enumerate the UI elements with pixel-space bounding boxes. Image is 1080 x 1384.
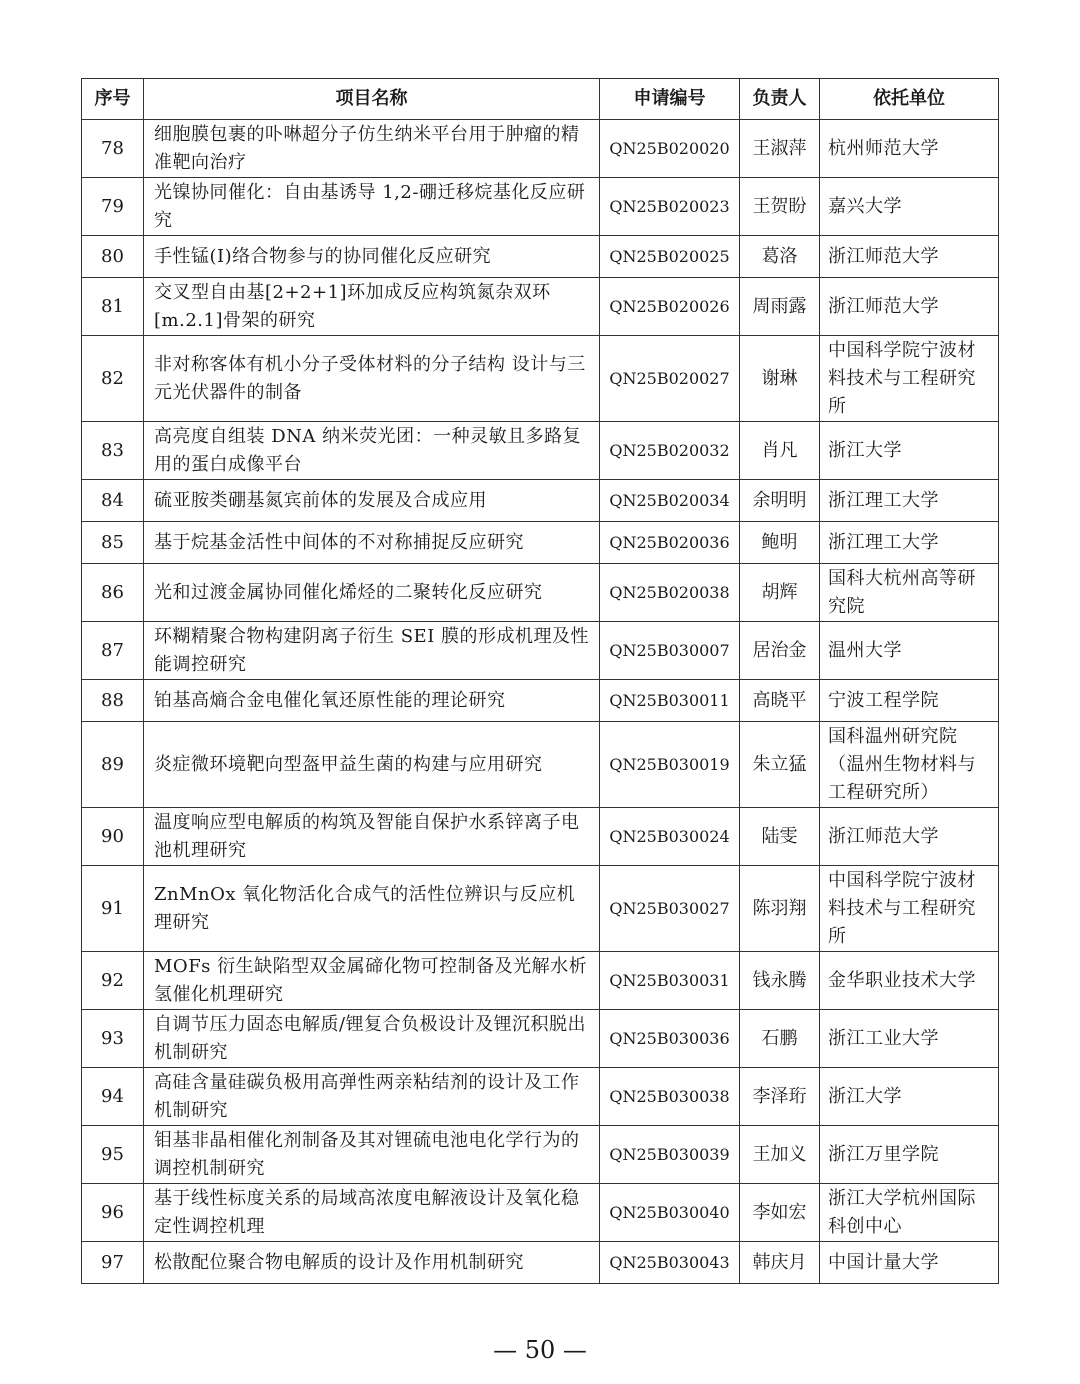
cell-code: QN25B030038 <box>600 1068 740 1126</box>
cell-name: 温度响应型电解质的构筑及智能自保护水系锌离子电池机理研究 <box>144 808 600 866</box>
table-row <box>82 722 999 808</box>
table-row <box>82 278 999 336</box>
cell-lead: 李泽珩 <box>740 1068 820 1126</box>
cell-lead: 陆雯 <box>740 808 820 866</box>
cell-unit: 浙江师范大学 <box>820 278 999 336</box>
cell-no: 88 <box>82 680 144 722</box>
cell-unit: 嘉兴大学 <box>820 178 999 236</box>
cell-name: ZnMnOx 氧化物活化合成气的活性位辨识与反应机理研究 <box>144 866 600 952</box>
cell-no: 91 <box>82 866 144 952</box>
cell-no: 90 <box>82 808 144 866</box>
cell-unit: 浙江师范大学 <box>820 236 999 278</box>
table-row <box>82 1242 999 1284</box>
cell-name: 细胞膜包裹的卟啉超分子仿生纳米平台用于肿瘤的精准靶向治疗 <box>144 120 600 178</box>
table-row <box>82 236 999 278</box>
table-header <box>82 79 999 120</box>
cell-name: 基于线性标度关系的局域高浓度电解液设计及氧化稳定性调控机理 <box>144 1184 600 1242</box>
cell-name: 非对称客体有机小分子受体材料的分子结构 设计与三元光伏器件的制备 <box>144 336 600 422</box>
cell-code: QN25B030024 <box>600 808 740 866</box>
table-row <box>82 952 999 1010</box>
cell-no: 94 <box>82 1068 144 1126</box>
header-no: 序号 <box>82 79 144 120</box>
cell-no: 86 <box>82 564 144 622</box>
cell-name: 松散配位聚合物电解质的设计及作用机制研究 <box>144 1242 600 1284</box>
cell-code: QN25B030036 <box>600 1010 740 1068</box>
cell-lead: 高晓平 <box>740 680 820 722</box>
cell-no: 79 <box>82 178 144 236</box>
cell-name: 炎症微环境靶向型盔甲益生菌的构建与应用研究 <box>144 722 600 808</box>
cell-code: QN25B020034 <box>600 480 740 522</box>
cell-lead: 谢琳 <box>740 336 820 422</box>
cell-unit: 中国科学院宁波材料技术与工程研究所 <box>820 866 999 952</box>
cell-unit: 浙江工业大学 <box>820 1010 999 1068</box>
table-row <box>82 1126 999 1184</box>
cell-unit: 宁波工程学院 <box>820 680 999 722</box>
cell-lead: 居治金 <box>740 622 820 680</box>
table-row <box>82 336 999 422</box>
cell-no: 96 <box>82 1184 144 1242</box>
cell-code: QN25B020023 <box>600 178 740 236</box>
cell-lead: 王贺盼 <box>740 178 820 236</box>
cell-no: 85 <box>82 522 144 564</box>
header-code: 申请编号 <box>600 79 740 120</box>
cell-name: 自调节压力固态电解质/锂复合负极设计及锂沉积脱出机制研究 <box>144 1010 600 1068</box>
cell-unit: 金华职业技术大学 <box>820 952 999 1010</box>
project-table-container <box>81 78 998 1284</box>
cell-name: 环糊精聚合物构建阴离子衍生 SEI 膜的形成机理及性能调控研究 <box>144 622 600 680</box>
cell-no: 84 <box>82 480 144 522</box>
cell-code: QN25B020025 <box>600 236 740 278</box>
table-row <box>82 522 999 564</box>
cell-name: 铂基高熵合金电催化氧还原性能的理论研究 <box>144 680 600 722</box>
cell-code: QN25B020027 <box>600 336 740 422</box>
cell-name: 硫亚胺类硼基氮宾前体的发展及合成应用 <box>144 480 600 522</box>
table-row <box>82 564 999 622</box>
cell-unit: 国科温州研究院（温州生物材料与工程研究所） <box>820 722 999 808</box>
cell-lead: 王淑萍 <box>740 120 820 178</box>
project-table <box>81 78 999 1284</box>
cell-name: MOFs 衍生缺陷型双金属碲化物可控制备及光解水析氢催化机理研究 <box>144 952 600 1010</box>
cell-no: 95 <box>82 1126 144 1184</box>
table-row <box>82 1184 999 1242</box>
table-row <box>82 808 999 866</box>
cell-code: QN25B030007 <box>600 622 740 680</box>
cell-name: 钼基非晶相催化剂制备及其对锂硫电池电化学行为的调控机制研究 <box>144 1126 600 1184</box>
cell-name: 手性锰(I)络合物参与的协同催化反应研究 <box>144 236 600 278</box>
cell-code: QN25B020036 <box>600 522 740 564</box>
cell-unit: 浙江万里学院 <box>820 1126 999 1184</box>
cell-code: QN25B030031 <box>600 952 740 1010</box>
table-row <box>82 178 999 236</box>
cell-name: 基于烷基金活性中间体的不对称捕捉反应研究 <box>144 522 600 564</box>
cell-code: QN25B030011 <box>600 680 740 722</box>
table-row <box>82 622 999 680</box>
cell-code: QN25B030039 <box>600 1126 740 1184</box>
cell-no: 82 <box>82 336 144 422</box>
cell-no: 92 <box>82 952 144 1010</box>
cell-lead: 陈羽翔 <box>740 866 820 952</box>
cell-code: QN25B030019 <box>600 722 740 808</box>
cell-unit: 浙江理工大学 <box>820 522 999 564</box>
table-row <box>82 480 999 522</box>
header-unit: 依托单位 <box>820 79 999 120</box>
cell-unit: 中国计量大学 <box>820 1242 999 1284</box>
cell-unit: 国科大杭州高等研究院 <box>820 564 999 622</box>
header-row <box>82 79 999 120</box>
cell-unit: 浙江大学杭州国际科创中心 <box>820 1184 999 1242</box>
cell-name: 光和过渡金属协同催化烯烃的二聚转化反应研究 <box>144 564 600 622</box>
table-row <box>82 680 999 722</box>
cell-no: 78 <box>82 120 144 178</box>
cell-no: 89 <box>82 722 144 808</box>
cell-code: QN25B030027 <box>600 866 740 952</box>
cell-code: QN25B030043 <box>600 1242 740 1284</box>
table-row <box>82 120 999 178</box>
cell-code: QN25B020020 <box>600 120 740 178</box>
cell-lead: 胡辉 <box>740 564 820 622</box>
cell-no: 83 <box>82 422 144 480</box>
cell-unit: 杭州师范大学 <box>820 120 999 178</box>
cell-unit: 浙江师范大学 <box>820 808 999 866</box>
table-row <box>82 1068 999 1126</box>
cell-lead: 钱永腾 <box>740 952 820 1010</box>
cell-unit: 浙江大学 <box>820 422 999 480</box>
cell-lead: 王加义 <box>740 1126 820 1184</box>
cell-name: 交叉型自由基[2+2+1]环加成反应构筑氮杂双环[m.2.1]骨架的研究 <box>144 278 600 336</box>
cell-code: QN25B020026 <box>600 278 740 336</box>
cell-lead: 葛洛 <box>740 236 820 278</box>
cell-name: 高亮度自组装 DNA 纳米荧光团：一种灵敏且多路复用的蛋白成像平台 <box>144 422 600 480</box>
cell-no: 80 <box>82 236 144 278</box>
cell-unit: 浙江理工大学 <box>820 480 999 522</box>
table-row <box>82 422 999 480</box>
page-number: — 50 — <box>493 1336 587 1364</box>
cell-lead: 鲍明 <box>740 522 820 564</box>
cell-lead: 朱立猛 <box>740 722 820 808</box>
cell-name: 高硅含量硅碳负极用高弹性两亲粘结剂的设计及工作机制研究 <box>144 1068 600 1126</box>
cell-name: 光镍协同催化：自由基诱导 1,2-硼迁移烷基化反应研究 <box>144 178 600 236</box>
cell-lead: 韩庆月 <box>740 1242 820 1284</box>
table-row <box>82 1010 999 1068</box>
cell-no: 81 <box>82 278 144 336</box>
header-name: 项目名称 <box>144 79 600 120</box>
cell-lead: 李如宏 <box>740 1184 820 1242</box>
cell-code: QN25B030040 <box>600 1184 740 1242</box>
cell-lead: 周雨露 <box>740 278 820 336</box>
cell-lead: 余明明 <box>740 480 820 522</box>
table-row <box>82 866 999 952</box>
table-body <box>82 120 999 1284</box>
cell-no: 93 <box>82 1010 144 1068</box>
cell-unit: 浙江大学 <box>820 1068 999 1126</box>
header-lead: 负责人 <box>740 79 820 120</box>
cell-lead: 石鹏 <box>740 1010 820 1068</box>
cell-lead: 肖凡 <box>740 422 820 480</box>
cell-unit: 中国科学院宁波材料技术与工程研究所 <box>820 336 999 422</box>
cell-unit: 温州大学 <box>820 622 999 680</box>
cell-code: QN25B020038 <box>600 564 740 622</box>
cell-code: QN25B020032 <box>600 422 740 480</box>
cell-no: 87 <box>82 622 144 680</box>
cell-no: 97 <box>82 1242 144 1284</box>
